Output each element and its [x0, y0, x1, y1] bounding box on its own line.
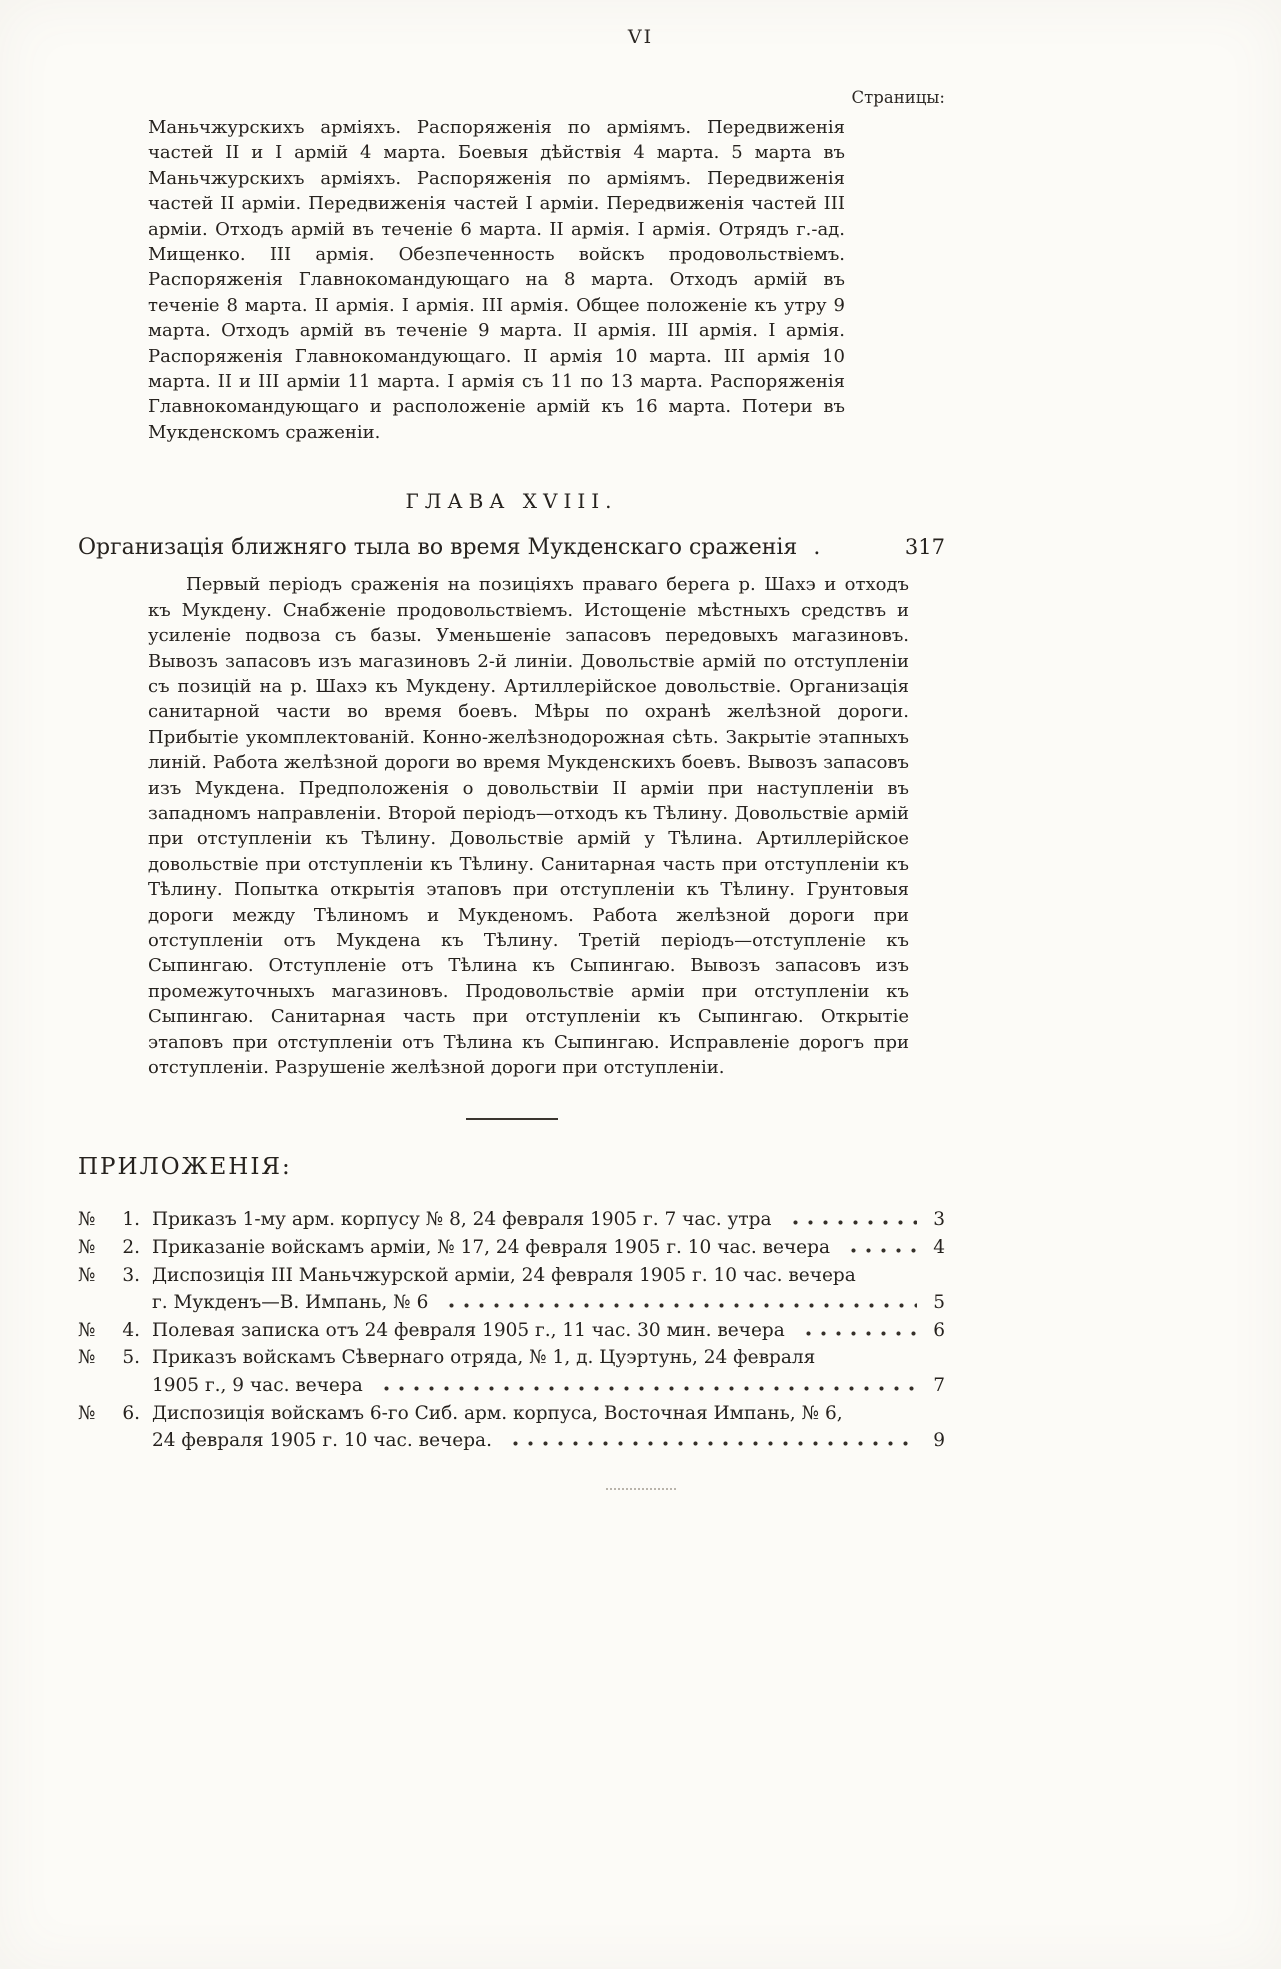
numero-sign: №: [78, 1237, 96, 1258]
appendix-line: [152, 1344, 945, 1372]
numero-sign: №: [78, 1347, 96, 1369]
appendix-title: Приказаніе войскамъ арміи, № 17, 24 февраля 1905 г. 10 час. вечера: [152, 1237, 831, 1258]
appendix-item-3: [78, 1262, 945, 1317]
appendix-item-5: [78, 1344, 945, 1399]
chapter-page-number: 317: [904, 535, 945, 560]
appendix-number: 6.: [122, 1402, 140, 1424]
page-content: [78, 88, 945, 1455]
appendix-number: 2.: [122, 1237, 140, 1258]
scan-artifact-mark: [606, 1485, 676, 1490]
chapter-continuation-summary: Маньчжурскихъ арміяхъ. Распоряженія по арміямъ. Передвиженія частей II и I армій 4 марта. Боевыя дѣйствія 4 марта. 5 марта въ Маньчжурскихъ арміяхъ. Распоряженія по арміямъ. Передвиженія частей II арміи. Передвиженія частей I арміи. Передвиженія частей III арміи. Отходъ армій въ теченіе 6 марта. II армія. I армія. Отрядъ г.-ад. Мищенко. III армія. Обезпеченность войскъ продовольствіемъ. Распоряженія Главнокомандующаго на 8 марта. Отходъ армій въ теченіе 8 марта. II армія. I армія. III армія. Общее положеніе къ утру 9 марта. Отходъ армій въ теченіе 9 марта. II армія. III армія. I армія. Распоряженія Главнокомандующаго. II армія 10 марта. III армія 10 марта. II и III арміи 11 марта. I армія съ 11 по 13 марта. Распоряженія Главнокомандующаго и расположеніе армій къ 16 марта. Потери въ Мукденскомъ сраженіи.: [148, 117, 845, 443]
appendix-title: Приказъ войскамъ Сѣвернаго отряда, № 1, д. Цуэртунь, 24 февраля: [152, 1347, 816, 1369]
dot-leader: [799, 1331, 917, 1336]
appendix-page-number: 9: [933, 1430, 945, 1452]
appendix-item-1: [78, 1206, 945, 1234]
dot-leader: [442, 1303, 917, 1308]
appendix-title: Диспозиція III Маньчжурской арміи, 24 февраля 1905 г. 10 час. вечера: [152, 1264, 856, 1286]
chapter-summary: Первый періодъ сраженія на позиціяхъ праваго берега р. Шахэ и отходъ къ Мукдену. Снабженіе продовольствіемъ. Истощеніе мѣстныхъ средствъ и усиленіе подвоза съ базы. Уменьшеніе запасовъ передовыхъ магазиновъ. Вывозъ запасовъ изъ магазиновъ 2-й линіи. Довольствіе армій по отступленіи съ позицій на р. Шахэ къ Мукдену. Артиллерійское довольствіе. Организація санитарной части во время боевъ. Мѣры по охранѣ желѣзной дороги. Прибытіе укомплектованій. Конно-желѣзнодорожная сѣть. Закрытіе этапныхъ линій. Работа желѣзной дороги во время Мукденскихъ боевъ. Вывозъ запасовъ изъ Мукдена. Предположенія о довольствіи II арміи при наступленіи въ западномъ направленіи. Второй періодъ—отходъ къ Тѣлину. Довольствіе армій при отступленіи къ Тѣлину. Довольствіе армій у Тѣлина. Артиллерійское довольствіе при отступленіи къ Тѣлину. Санитарная часть при отступленіи къ Тѣлину. Попытка открытія этаповъ при отступленіи къ Тѣлину. Грунтовыя дороги между Тѣлиномъ и Мукденомъ. Работа желѣзной дороги при отступленіи отъ Мукдена къ Тѣлину. Третій періодъ—отступленіе къ Сыпингаю. Отступленіе отъ Тѣлина къ Сыпингаю. Вывозъ запасовъ изъ промежуточныхъ магазиновъ. Продовольствіе арміи при отступленіи къ Сыпингаю. Санитарная часть при отступленіи къ Сыпингаю. Открытіе этаповъ при отступленіи отъ Тѣлина къ Сыпингаю. Исправленіе дорогъ при отступленіи. Разрушеніе желѣзной дороги при отступленіи.: [148, 574, 909, 1078]
numero-sign: №: [78, 1319, 96, 1341]
page-number: VI: [627, 26, 654, 48]
chapter-heading: ГЛАВА XVIII.: [405, 489, 618, 514]
appendix-page-number: 5: [933, 1292, 945, 1314]
appendix-line: [152, 1234, 945, 1262]
pages-column-label: Страницы:: [851, 88, 945, 107]
appendix-line: [152, 1400, 945, 1428]
appendix-title: Приказъ 1-му арм. корпусу № 8, 24 февраля 1905 г. 7 час. утра: [152, 1209, 772, 1231]
dot-leader: [506, 1441, 917, 1446]
appendices-list: [78, 1206, 945, 1454]
appendix-title-continued: 1905 г., 9 час. вечера: [152, 1374, 363, 1396]
appendix-item-2: [78, 1234, 945, 1262]
appendix-line: [152, 1372, 945, 1400]
appendix-title-continued: г. Мукденъ—В. Импань, № 6: [152, 1292, 429, 1314]
appendix-number: 4.: [122, 1319, 140, 1341]
numero-sign: №: [78, 1209, 96, 1231]
appendix-number: 1.: [122, 1209, 140, 1231]
dot-leader: [844, 1248, 917, 1253]
appendix-line: [152, 1206, 945, 1234]
appendix-page-number: 7: [933, 1374, 945, 1396]
appendix-line: [152, 1262, 945, 1290]
appendix-title: Полевая записка отъ 24 февраля 1905 г., 11 час. 30 мин. вечера: [152, 1319, 785, 1341]
title-trailing-dot: .: [813, 535, 821, 561]
dot-leader: [786, 1220, 917, 1225]
appendix-number: 3.: [122, 1264, 140, 1286]
section-divider-rule: [466, 1118, 558, 1120]
appendix-body: [152, 1206, 945, 1234]
numero-sign: №: [78, 1264, 96, 1286]
appendix-body: [152, 1262, 945, 1317]
appendix-title-continued: 24 февраля 1905 г. 10 час. вечера.: [152, 1430, 492, 1452]
dot-leader: [377, 1386, 917, 1391]
appendix-line: [152, 1427, 945, 1455]
appendix-number: 5.: [122, 1347, 140, 1369]
chapter-title: Организація ближняго тыла во время Мукденскаго сраженія: [78, 535, 798, 561]
appendix-line: [152, 1317, 945, 1345]
appendix-item-6: [78, 1400, 945, 1455]
appendix-item-4: [78, 1317, 945, 1345]
appendices-heading: ПРИЛОЖЕНІЯ:: [78, 1154, 292, 1181]
appendix-page-number: 4: [933, 1237, 945, 1258]
appendix-body: [152, 1317, 945, 1345]
appendix-page-number: 6: [933, 1319, 945, 1341]
numero-sign: №: [78, 1402, 96, 1424]
appendix-body: [152, 1400, 945, 1455]
appendix-line: [152, 1289, 945, 1317]
appendix-body: [152, 1234, 945, 1262]
appendix-page-number: 3: [933, 1209, 945, 1231]
toc-entry-chapter-18: [78, 535, 945, 560]
appendix-body: [152, 1344, 945, 1399]
appendix-title: Диспозиція войскамъ 6-го Сиб. арм. корпуса, Восточная Импань, № 6,: [152, 1402, 843, 1424]
